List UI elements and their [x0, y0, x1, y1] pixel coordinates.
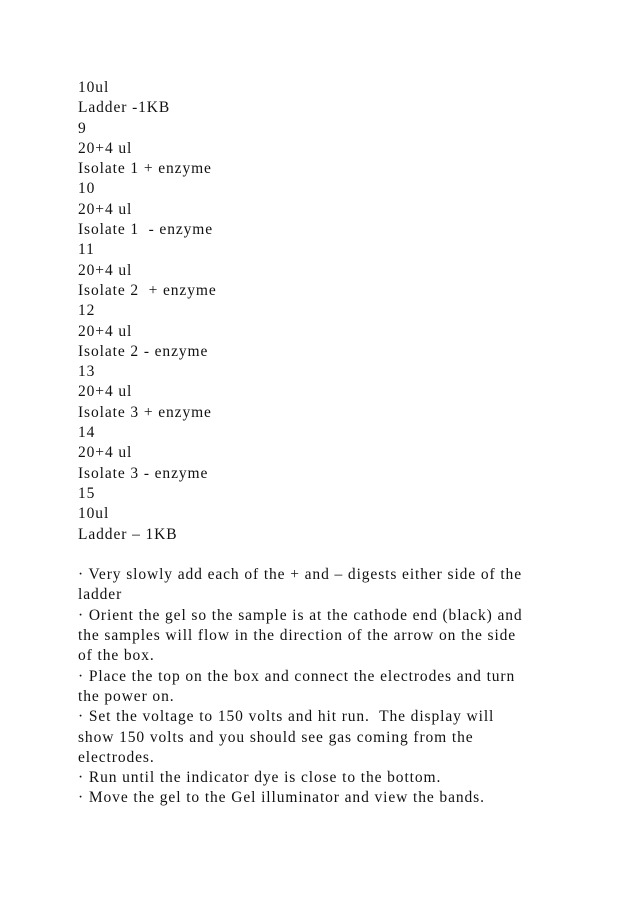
step-line: show 150 volts and you should see gas coming from the: [78, 728, 474, 746]
step-line: · Orient the gel so the sample is at the cathode end (black) and: [78, 606, 523, 624]
lane-volume: 20+4 ul: [78, 261, 133, 279]
procedure-step: [78, 606, 578, 667]
lane-sample: Isolate 3 - enzyme: [78, 464, 209, 482]
procedure-steps: [78, 565, 578, 809]
lane-number: 13: [78, 363, 96, 381]
lane-volume: 20+4 ul: [78, 444, 133, 462]
procedure-step: [78, 707, 578, 768]
lane-number: 14: [78, 424, 96, 442]
procedure-step: [78, 788, 578, 808]
procedure-step: [78, 667, 578, 708]
procedure-step: [78, 565, 578, 606]
lane-sample: Isolate 1 - enzyme: [78, 221, 214, 239]
step-line: · Run until the indicator dye is close to the bottom.: [78, 769, 442, 787]
lane-number: 15: [78, 484, 96, 502]
lane-volume: 20+4 ul: [78, 322, 133, 340]
step-line: the power on.: [78, 687, 175, 705]
lane-number: 9: [78, 119, 87, 137]
step-line: the samples will flow in the direction of the arrow on the side: [78, 627, 517, 645]
lane-sample: Ladder – 1KB: [78, 525, 178, 543]
lane-number: 12: [78, 302, 96, 320]
lane-number: 10: [78, 180, 96, 198]
lane-volume: 20+4 ul: [78, 383, 133, 401]
lane-volume: 20+4 ul: [78, 139, 133, 157]
step-line: · Set the voltage to 150 volts and hit run. The display will: [78, 708, 495, 726]
lane-sample: Isolate 2 - enzyme: [78, 342, 209, 360]
step-line: · Very slowly add each of the + and – digests either side of the: [78, 566, 522, 584]
step-line: of the box.: [78, 647, 155, 665]
lane-table: [78, 78, 578, 545]
lane-sample: Isolate 2 + enzyme: [78, 281, 217, 299]
step-line: · Place the top on the box and connect the electrodes and turn: [78, 667, 516, 685]
lane-sample: Isolate 3 + enzyme: [78, 403, 212, 421]
lane-volume: 20+4 ul: [78, 200, 133, 218]
lane-volume: 10ul: [78, 79, 110, 96]
step-line: ladder: [78, 586, 123, 604]
step-line: · Move the gel to the Gel illuminator and view the bands.: [78, 789, 485, 807]
procedure-step: [78, 768, 578, 788]
paragraph-gap: [78, 545, 578, 565]
lane-sample: Isolate 1 + enzyme: [78, 160, 212, 178]
lane-number: 11: [78, 241, 95, 259]
step-line: electrodes.: [78, 748, 155, 766]
document-body: [78, 78, 578, 809]
lane-volume: 10ul: [78, 505, 110, 523]
lane-sample: Ladder -1KB: [78, 99, 171, 117]
